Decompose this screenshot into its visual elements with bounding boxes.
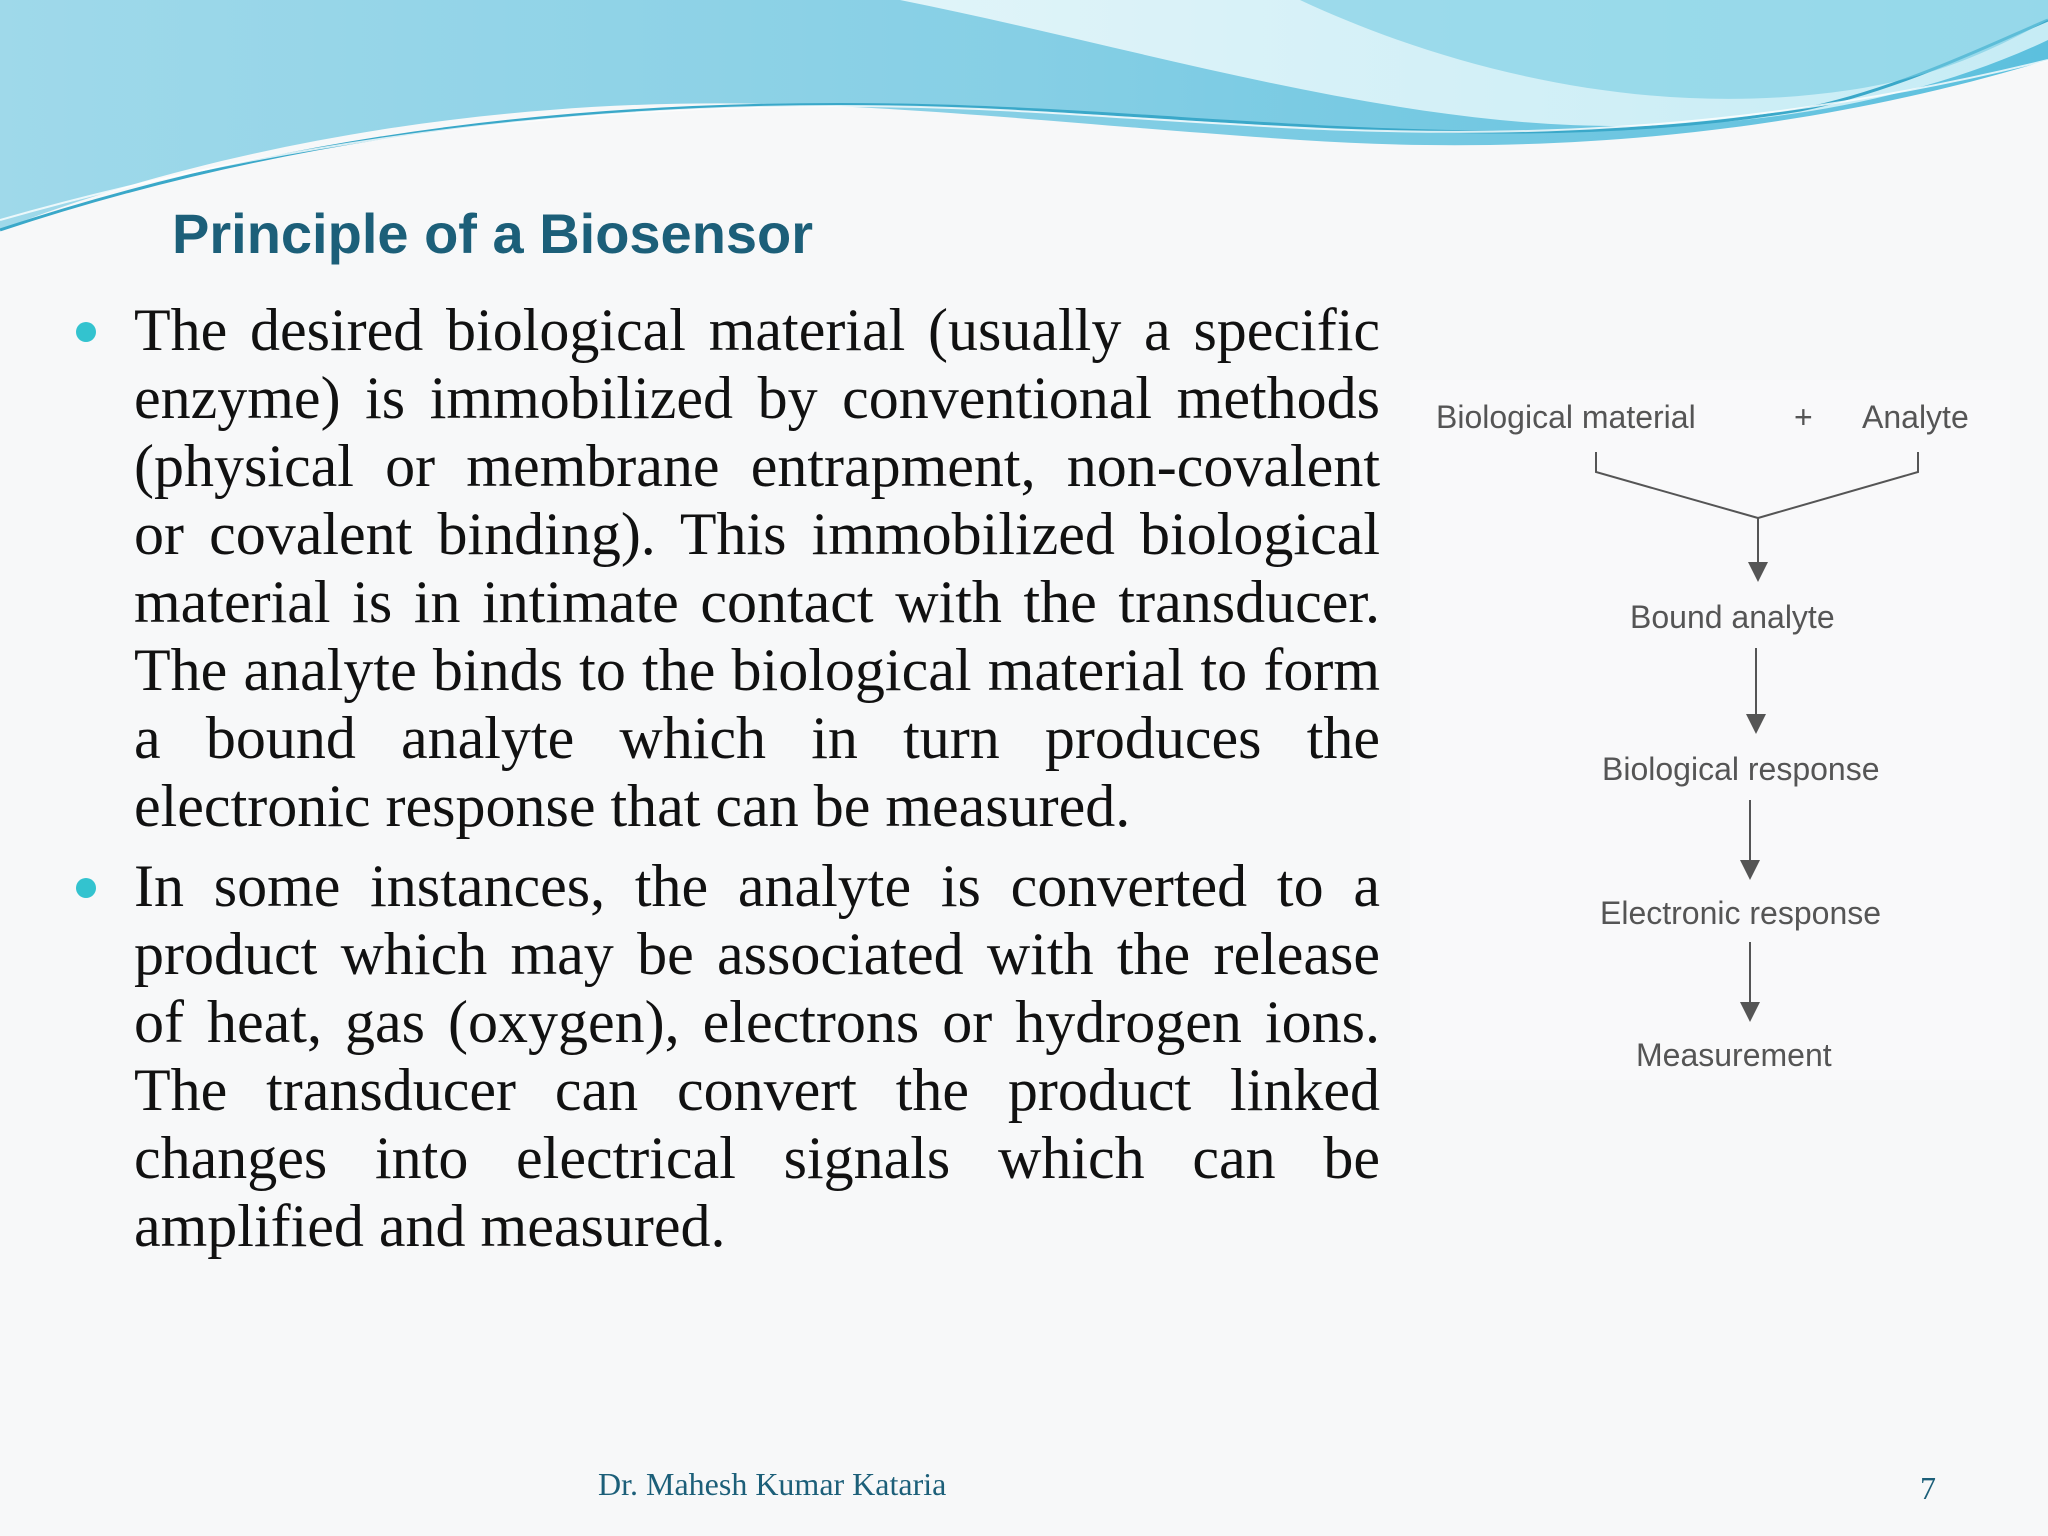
bullet-dot-icon [76,878,96,898]
bullet-dot-icon [76,322,96,342]
bullet-item [70,296,1380,840]
diagram-plus-sign: + [1794,399,1813,435]
diagram-step-1: Bound analyte [1630,599,1835,635]
bullet-text: In some instances, the analyte is converted to a product which may be associated with the release of heat, gas (oxygen), electrons or hydrogen ions. The transducer can convert the product linked changes into electrical signals which can be amplified and measured. [134,853,1380,1259]
diagram-step-3: Electronic response [1600,895,1882,931]
bullet-list [70,296,1380,1272]
diagram-left-input: Biological material [1436,399,1696,435]
page-number: 7 [1920,1470,1936,1506]
bullet-text: The desired biological material (usually a specific enzyme) is immobilized by conventional methods (physical or membrane entrapment, non-covalent or covalent binding). This immobilized biological material is in intimate contact with the transducer. The analyte binds to the biological material to form a bound analyte which in turn produces the electronic response that can be measured. [134,297,1380,839]
slide-title: Principle of a Biosensor [172,202,814,265]
diagram-right-input: Analyte [1862,399,1969,435]
diagram-merge-left-line [1596,452,1758,518]
diagram-step-2: Biological response [1602,751,1880,787]
biosensor-flow-diagram [1410,380,2010,1080]
bullet-item [70,852,1380,1260]
diagram-merge-right-line [1758,452,1918,518]
footer-author: Dr. Mahesh Kumar Kataria [598,1466,947,1502]
diagram-step-4: Measurement [1636,1037,1832,1073]
